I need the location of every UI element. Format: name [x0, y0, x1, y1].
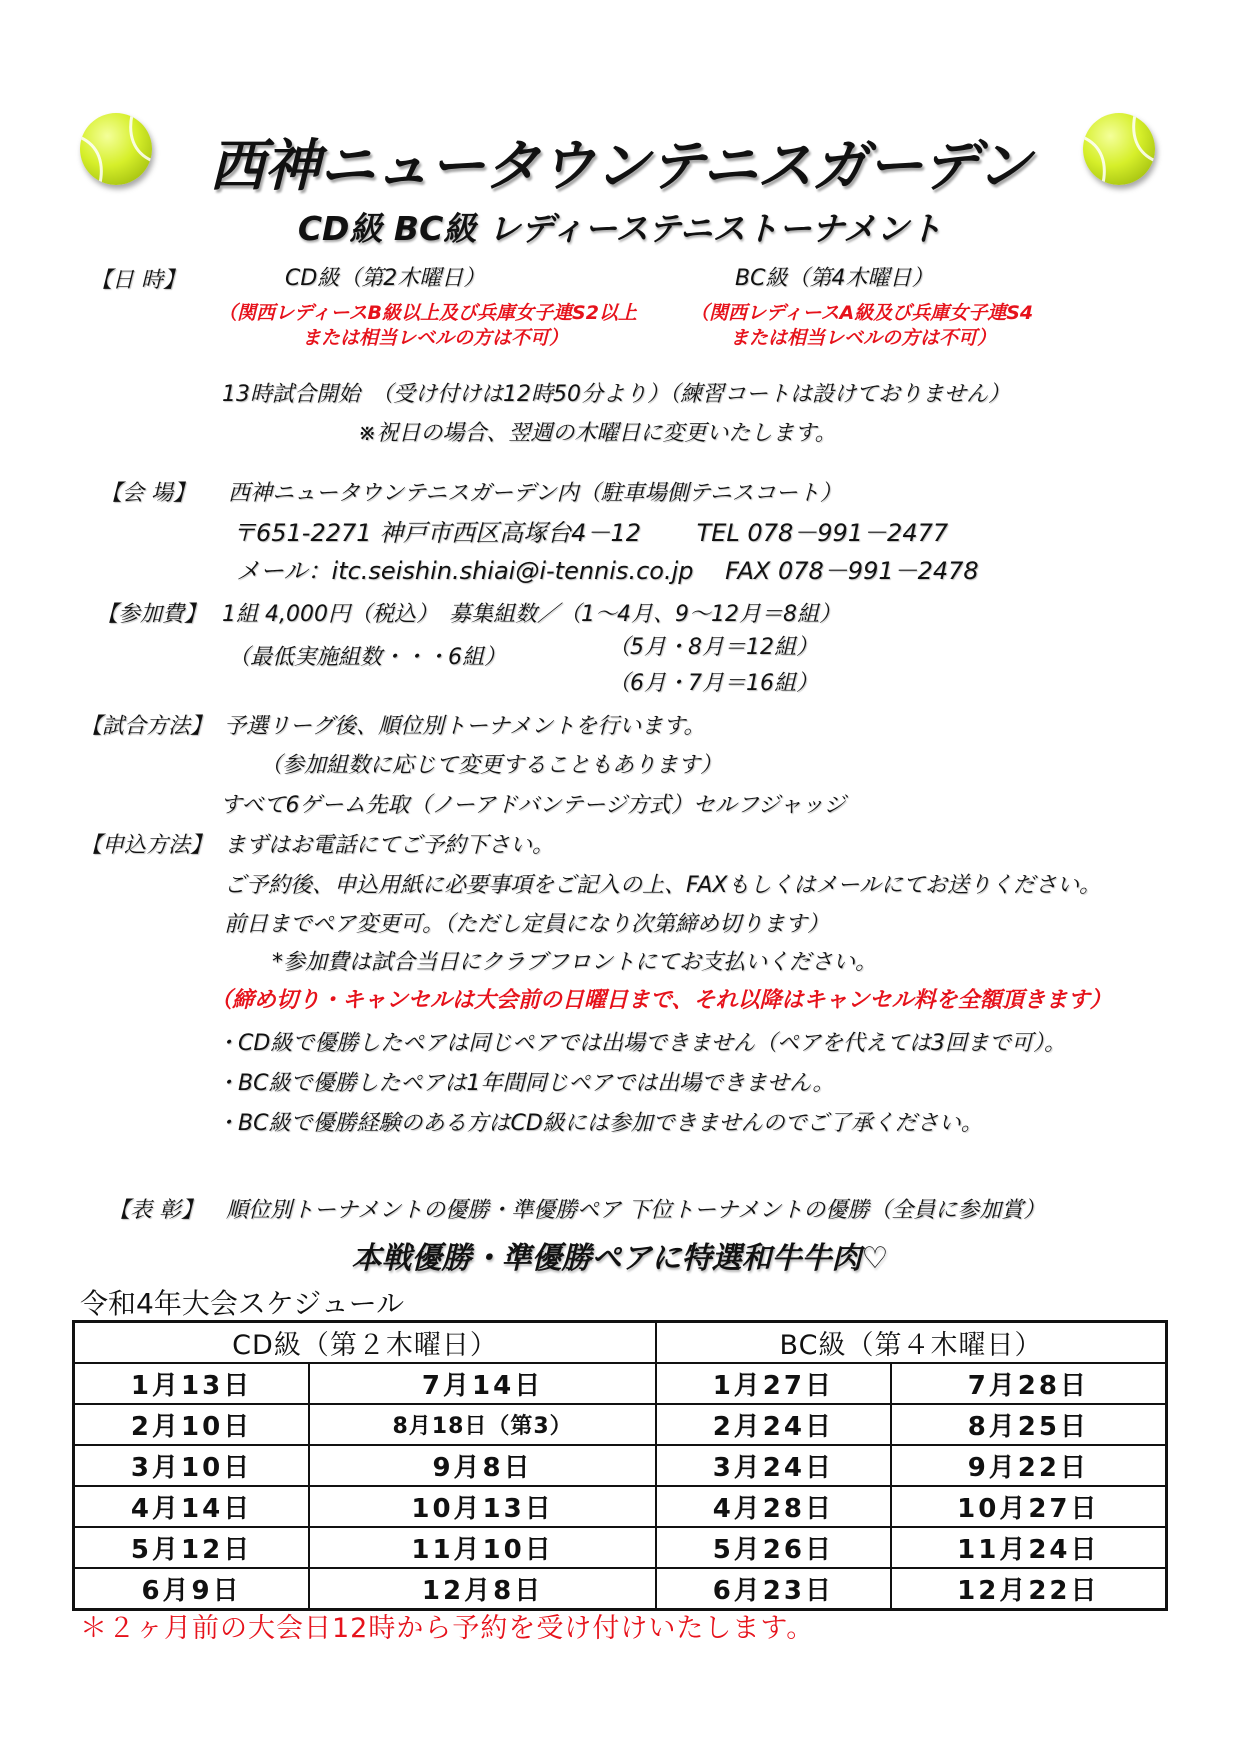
table-cell: 2月24日 [656, 1404, 891, 1445]
table-row [74, 1404, 1167, 1445]
schedule-title: 令和4年大会スケジュール [80, 1287, 405, 1320]
fee-minimum: （最低実施組数・・・6組） [228, 645, 506, 670]
table-row [74, 1527, 1167, 1568]
table-cell: 3月24日 [656, 1445, 891, 1486]
cancellation-policy: （締め切り・キャンセルは大会前の日曜日まで、それ以降はキャンセル料を全額頂きます） [210, 988, 1112, 1013]
schedule-header-row [74, 1322, 1167, 1364]
table-cell: 5月26日 [656, 1527, 891, 1568]
schedule-table [72, 1320, 1168, 1611]
application-line1: まずはお電話にてご予約下さい。 [224, 833, 555, 858]
reservation-footnote: ＊２ヶ月前の大会日12時から予約を受け付けいたします。 [80, 1613, 815, 1644]
rule-cd-winner: ・CD級で優勝したペアは同じペアでは出場できません（ペアを代えては3回まで可）。 [216, 1031, 1066, 1056]
cd-schedule-header: CD級（第２木曜日） [74, 1322, 657, 1364]
table-cell: 12月22日 [891, 1568, 1167, 1610]
table-row [74, 1568, 1167, 1610]
page-title: 西神ニュータウンテニスガーデン [209, 134, 1031, 199]
table-cell: 4月14日 [74, 1486, 310, 1527]
table-cell: 9月22日 [891, 1445, 1167, 1486]
rule-bc-winner: ・BC級で優勝したペアは1年間同じペアでは出場できません。 [216, 1071, 835, 1096]
table-cell: 4月28日 [656, 1486, 891, 1527]
table-cell: 1月27日 [656, 1363, 891, 1404]
application-line2: ご予約後、申込用紙に必要事項をご記入の上、FAXもしくはメールにてお送りください。 [224, 873, 1102, 898]
table-cell: 5月12日 [74, 1527, 310, 1568]
datetime-label: 【日 時】 [90, 268, 185, 293]
holiday-note: ※祝日の場合、翌週の木曜日に変更いたします。 [358, 421, 837, 446]
table-cell: 9月8日 [309, 1445, 656, 1486]
table-cell: 12月8日 [309, 1568, 656, 1610]
award-text: 順位別トーナメントの優勝・準優勝ペア 下位トーナメントの優勝（全員に参加賞） [226, 1198, 1046, 1223]
cd-restriction-line1: （関西レディースB級以上及び兵庫女子連S2以上 [218, 302, 637, 324]
table-cell: 1月13日 [74, 1363, 310, 1404]
method-line3: すべて6ゲーム先取（ノーアドバンテージ方式）セルフジャッジ [220, 793, 846, 818]
award-label: 【表 彰】 [108, 1198, 203, 1223]
cd-class-label: CD級（第2木曜日） [285, 266, 486, 291]
venue-label: 【会 場】 [100, 481, 195, 506]
fee-jun-jul: （6月・7月＝16組） [608, 671, 818, 696]
fee-may-aug: （5月・8月＝12組） [608, 635, 818, 660]
venue-contact: メール：itc.seishin.shiai@i-tennis.co.jp FAX 078－991－2478 [236, 557, 979, 585]
method-line2: （参加組数に応じて変更することもあります） [260, 753, 723, 778]
table-row [74, 1486, 1167, 1527]
table-cell: 10月27日 [891, 1486, 1167, 1527]
table-row [74, 1363, 1167, 1404]
bc-restriction-line2: または相当レベルの方は不可） [730, 327, 997, 349]
bc-class-label: BC級（第4木曜日） [735, 266, 934, 291]
page-subtitle: CD級 BC級 レディーステニストーナメント [297, 209, 943, 248]
bc-restriction-line1: （関西レディースA級及び兵庫女子連S4 [690, 302, 1034, 324]
table-row [74, 1445, 1167, 1486]
table-cell: 7月28日 [891, 1363, 1167, 1404]
start-time: 13時試合開始 （受け付けは12時50分より）（練習コートは設けておりません） [222, 382, 1010, 407]
rule-bc-experience: ・BC級で優勝経験のある方はCD級には参加できませんのでご了承ください。 [216, 1111, 983, 1136]
table-cell: 6月9日 [74, 1568, 310, 1610]
table-cell: 7月14日 [309, 1363, 656, 1404]
table-cell: 8月18日（第3） [309, 1404, 656, 1445]
table-cell: 6月23日 [656, 1568, 891, 1610]
table-cell: 11月10日 [309, 1527, 656, 1568]
award-highlight: 本戦優勝・準優勝ペアに特選和牛牛肉♡ [351, 1241, 889, 1276]
venue-name: 西神ニュータウンテニスガーデン内（駐車場側テニスコート） [228, 481, 842, 506]
method-label: 【試合方法】 [80, 714, 213, 739]
table-cell: 8月25日 [891, 1404, 1167, 1445]
cd-restriction-line2: または相当レベルの方は不可） [302, 327, 569, 349]
bc-schedule-header: BC級（第４木曜日） [656, 1322, 1166, 1364]
application-line3: 前日までペア変更可。（ただし定員になり次第締め切ります） [224, 912, 830, 937]
fee-value: 1組 4,000円（税込） 募集組数／（1～4月、9～12月＝8組） [222, 602, 841, 627]
table-cell: 11月24日 [891, 1527, 1167, 1568]
application-label: 【申込方法】 [80, 833, 213, 858]
method-line1: 予選リーグ後、順位別トーナメントを行います。 [224, 714, 706, 739]
table-cell: 10月13日 [309, 1486, 656, 1527]
application-line4: *参加費は試合当日にクラブフロントにてお支払いください。 [272, 950, 878, 975]
table-cell: 2月10日 [74, 1404, 310, 1445]
venue-address: 〒651-2271 神戸市西区高塚台4－12 TEL 078－991－2477 [232, 519, 949, 547]
fee-label: 【参加費】 [96, 602, 207, 627]
table-cell: 3月10日 [74, 1445, 310, 1486]
